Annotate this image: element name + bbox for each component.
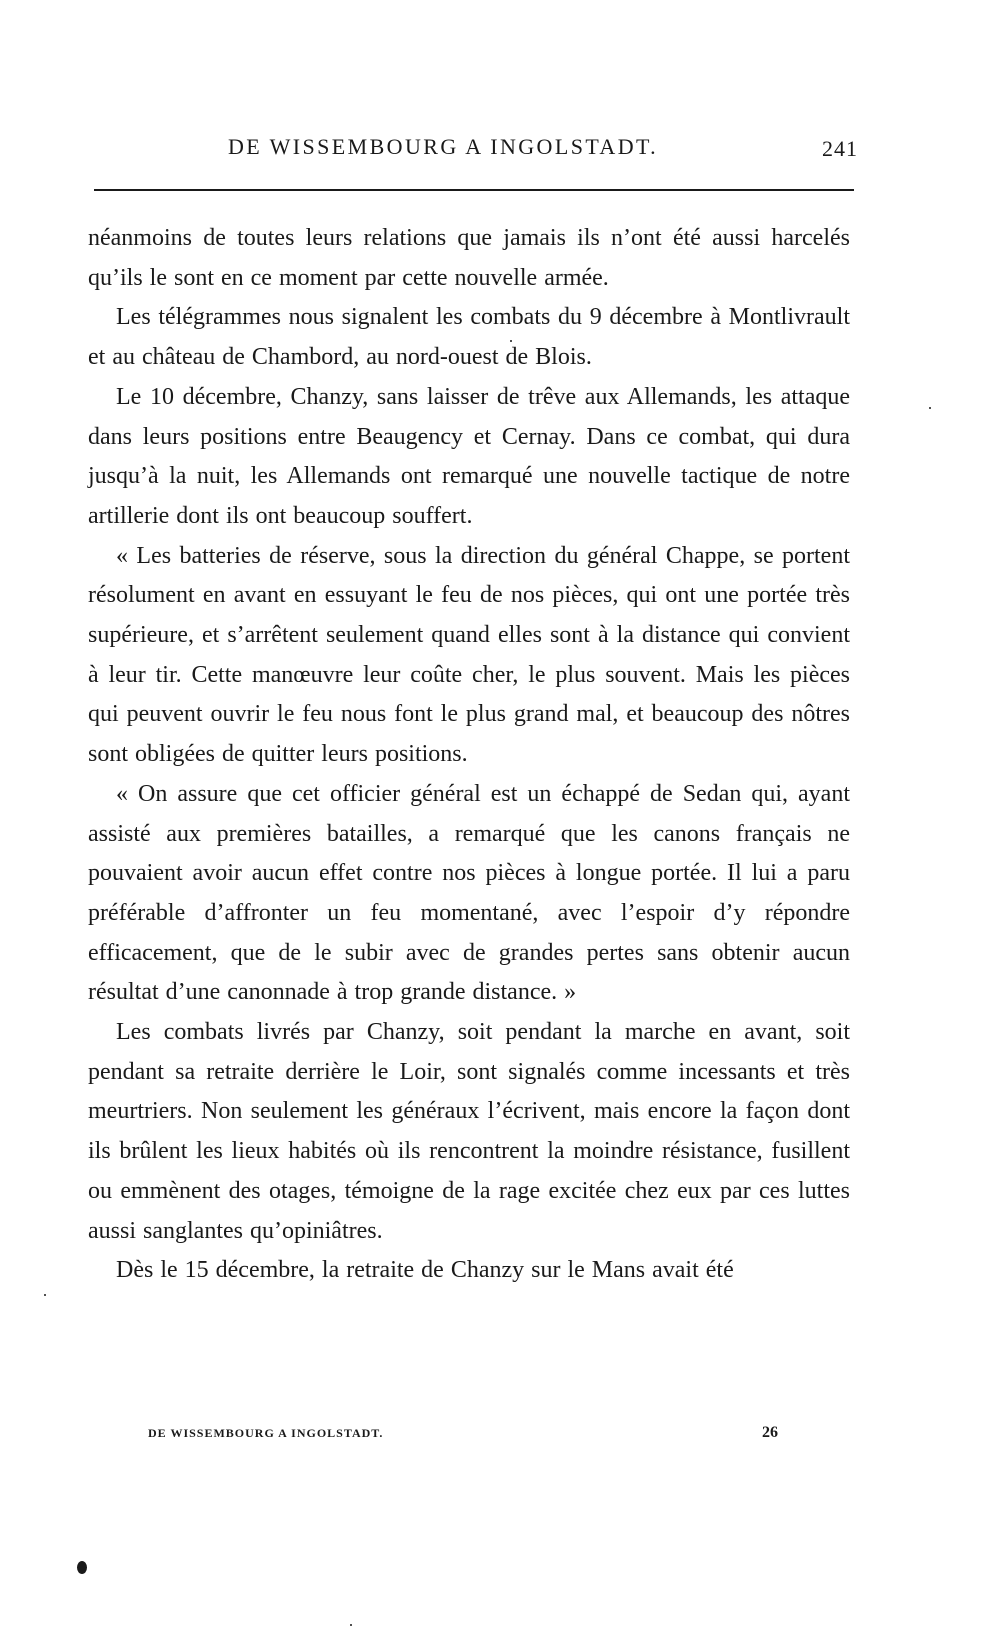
signature-number: 26 (762, 1424, 778, 1441)
paragraph: néanmoins de toutes leurs relations que jamais ils n’ont été aussi harcelés qu’ils le sont en ce moment par cette nouvelle armée. (88, 225, 850, 291)
paragraph: « Les batteries de réserve, sous la direction du général Chappe, se portent résolument en avant en essuyant le feu de nos pièces, qui ont une portée très supérieure, et s’arrêtent seulement quand elles sont à la distance qui convient à leur tir. Cette manœuvre leur coûte cher, le plus souvent. Mais les pièces qui peuvent ouvrir le feu nous font le plus grand mal, et beaucoup des nôtres sont obligées de quitter leurs positions. (88, 542, 850, 768)
paragraph: Le 10 décembre, Chanzy, sans laisser de trêve aux Allemands, les attaque dans leurs positions entre Beaugency et Cernay. Dans ce combat, qui dura jusqu’à la nuit, les Allemands ont remarqué une nouvelle tactique de notre artillerie dont ils ont beaucoup souffert. (88, 383, 850, 529)
paragraph: Les combats livrés par Chanzy, soit pendant la marche en avant, soit pendant sa retraite derrière le Loir, sont signalés comme incessants et très meurtriers. Non seulement les généraux l’écrivent, mais encore la façon dont ils brûlent les lieux habités où ils rencontrent la moindre résistance, fusillent ou emmènent des otages, témoigne de la rage excitée chez eux par ces luttes aussi sanglantes qu’opiniâtres. (88, 1019, 850, 1244)
paragraph: Dès le 15 décembre, la retraite de Chanzy sur le Mans avait été (116, 1257, 734, 1284)
page-number: 241 (822, 136, 858, 161)
ink-speck (350, 1624, 352, 1626)
ink-speck (510, 340, 512, 342)
ink-speck (77, 1561, 87, 1574)
ink-speck (44, 1294, 46, 1296)
signature-title: DE WISSEMBOURG A INGOLSTADT. (148, 1426, 384, 1440)
running-head (88, 132, 858, 172)
signature-line (148, 1424, 778, 1446)
ink-speck (929, 407, 931, 409)
running-title: DE WISSEMBOURG A INGOLSTADT. (228, 134, 659, 159)
paragraph: « On assure que cet officier général est un échappé de Sedan qui, ayant assisté aux premières batailles, a remarqué que les canons français ne pouvaient avoir aucun effet contre nos pièces à longue portée. Il lui a paru préférable d’affronter un feu momentané, avec l’espoir d’y répondre efficacement, que de le subir avec de grandes pertes sans obtenir aucun résultat d’une canonnade à trop grande distance. » (88, 780, 850, 1006)
header-rule (94, 189, 854, 191)
body-text (88, 219, 850, 1291)
paragraph: Les télégrammes nous signalent les combats du 9 décembre à Montlivrault et au château de Chambord, au nord-ouest de Blois. (88, 304, 850, 371)
